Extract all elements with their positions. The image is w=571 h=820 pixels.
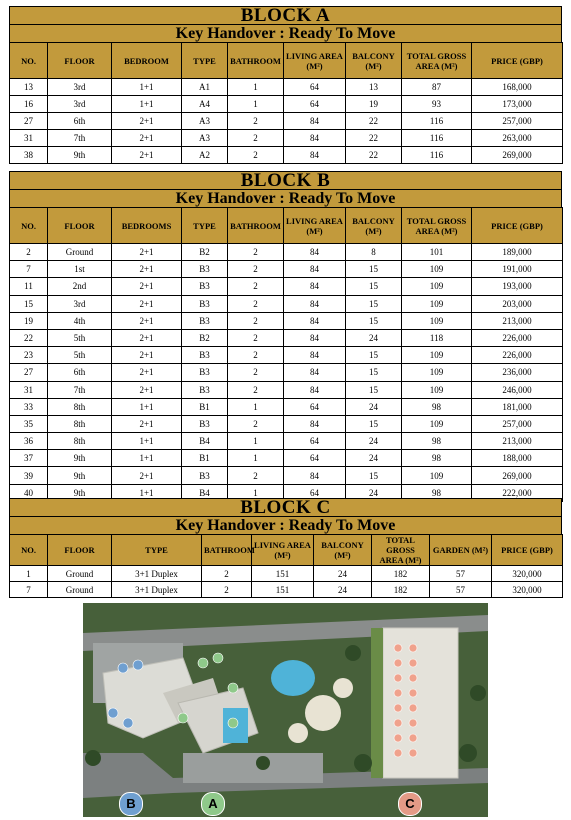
block-b-column-header: NO.	[10, 208, 48, 244]
table-cell: 22	[10, 329, 48, 346]
table-cell: 7	[10, 261, 48, 278]
block-c-column-header: TOTAL GROSS AREA (M²)	[372, 535, 430, 566]
table-cell: B3	[182, 467, 228, 484]
block-b-subtitle: Key Handover : Ready To Move	[10, 189, 561, 207]
table-cell: 3rd	[48, 295, 112, 312]
block-c-column-header: BALCONY (M²)	[314, 535, 372, 566]
block-b-body	[10, 244, 563, 502]
block-c-title: BLOCK C	[240, 497, 331, 518]
table-row	[10, 381, 563, 398]
block-c-column-header: BATHROOM	[202, 535, 252, 566]
table-cell: B3	[182, 278, 228, 295]
table-cell: 2	[228, 364, 284, 381]
table-cell: 118	[402, 329, 472, 346]
block-a-column-header: TOTAL GROSS AREA (M²)	[402, 43, 472, 79]
table-cell: 64	[284, 484, 346, 501]
table-cell: 84	[284, 295, 346, 312]
table-cell: B3	[182, 364, 228, 381]
table-cell: 2+1	[112, 130, 182, 147]
table-cell: 31	[10, 381, 48, 398]
table-cell: 24	[346, 398, 402, 415]
table-row	[10, 364, 563, 381]
table-cell: 257,000	[472, 113, 563, 130]
table-cell: 109	[402, 261, 472, 278]
table-cell: 2	[228, 130, 284, 147]
table-cell: 2+1	[112, 467, 182, 484]
table-cell: 2	[228, 113, 284, 130]
table-row	[10, 582, 563, 598]
table-cell: 1+1	[112, 96, 182, 113]
table-cell: 8	[346, 244, 402, 261]
table-cell: 7th	[48, 381, 112, 398]
table-cell: 9th	[48, 484, 112, 501]
table-cell: 64	[284, 79, 346, 96]
table-cell: 2+1	[112, 295, 182, 312]
table-cell: 27	[10, 113, 48, 130]
table-cell: 2	[228, 415, 284, 432]
table-row	[10, 278, 563, 295]
table-cell: 15	[346, 312, 402, 329]
table-cell: 2	[228, 467, 284, 484]
table-cell: B3	[182, 415, 228, 432]
table-cell: 2	[202, 582, 252, 598]
table-cell: 35	[10, 415, 48, 432]
table-cell: 1	[228, 450, 284, 467]
table-cell: 2+1	[112, 244, 182, 261]
table-cell: 57	[430, 582, 492, 598]
table-cell: 33	[10, 398, 48, 415]
table-cell: B4	[182, 484, 228, 501]
table-cell: 2+1	[112, 278, 182, 295]
table-cell: 84	[284, 261, 346, 278]
table-cell: 116	[402, 113, 472, 130]
table-cell: 236,000	[472, 364, 563, 381]
table-row	[10, 130, 563, 147]
table-cell: 84	[284, 130, 346, 147]
table-cell: 109	[402, 381, 472, 398]
table-cell: B3	[182, 295, 228, 312]
block-c-subtitle: Key Handover : Ready To Move	[10, 516, 561, 534]
table-cell: 269,000	[472, 147, 563, 164]
block-a-header	[9, 6, 562, 42]
table-cell: A3	[182, 130, 228, 147]
table-cell: 1	[228, 433, 284, 450]
block-a-column-header: TYPE	[182, 43, 228, 79]
table-cell: 5th	[48, 329, 112, 346]
table-cell: 38	[10, 147, 48, 164]
table-cell: 16	[10, 96, 48, 113]
table-cell: 109	[402, 312, 472, 329]
block-a-column-header: BEDROOM	[112, 43, 182, 79]
table-cell: 22	[346, 147, 402, 164]
table-cell: 84	[284, 415, 346, 432]
table-cell: 1st	[48, 261, 112, 278]
table-cell: 109	[402, 415, 472, 432]
table-cell: 24	[346, 329, 402, 346]
table-row	[10, 312, 563, 329]
table-cell: 36	[10, 433, 48, 450]
table-cell: 2	[228, 278, 284, 295]
site-plan-illustration	[83, 603, 488, 817]
table-cell: 6th	[48, 113, 112, 130]
block-c-column-header: TYPE	[112, 535, 202, 566]
table-cell: 2	[202, 566, 252, 582]
table-cell: 168,000	[472, 79, 563, 96]
block-c-column-header: GARDEN (M²)	[430, 535, 492, 566]
table-cell: 15	[346, 467, 402, 484]
table-cell: Ground	[48, 566, 112, 582]
table-cell: 109	[402, 364, 472, 381]
table-cell: 24	[314, 582, 372, 598]
table-cell: 4th	[48, 312, 112, 329]
table-cell: A2	[182, 147, 228, 164]
table-cell: 2+1	[112, 113, 182, 130]
table-cell: 39	[10, 467, 48, 484]
block-a-table	[9, 42, 563, 164]
table-cell: 1+1	[112, 79, 182, 96]
table-cell: B1	[182, 398, 228, 415]
table-cell: 15	[346, 278, 402, 295]
table-cell: 3rd	[48, 79, 112, 96]
block-c-section	[9, 498, 562, 598]
table-cell: 2nd	[48, 278, 112, 295]
table-cell: 2+1	[112, 261, 182, 278]
block-c-header	[9, 498, 562, 534]
table-cell: 13	[346, 79, 402, 96]
table-cell: 87	[402, 79, 472, 96]
table-cell: 24	[346, 450, 402, 467]
table-cell: B1	[182, 450, 228, 467]
table-cell: 226,000	[472, 329, 563, 346]
block-c-table	[9, 534, 563, 598]
block-b-header	[9, 171, 562, 207]
table-cell: 84	[284, 147, 346, 164]
table-cell: 116	[402, 147, 472, 164]
table-cell: 64	[284, 450, 346, 467]
table-cell: 226,000	[472, 347, 563, 364]
table-cell: 8th	[48, 415, 112, 432]
block-b-section	[9, 171, 562, 502]
table-row	[10, 261, 563, 278]
block-c-column-header: LIVING AREA (M²)	[252, 535, 314, 566]
table-cell: 320,000	[492, 582, 563, 598]
table-cell: Ground	[48, 244, 112, 261]
table-cell: 8th	[48, 433, 112, 450]
table-cell: 213,000	[472, 433, 563, 450]
table-cell: 8th	[48, 398, 112, 415]
block-a-body	[10, 79, 563, 164]
table-row	[10, 347, 563, 364]
table-cell: 7	[10, 582, 48, 598]
table-cell: 151	[252, 566, 314, 582]
table-row	[10, 96, 563, 113]
table-cell: 19	[10, 312, 48, 329]
table-row	[10, 566, 563, 582]
table-cell: 1	[228, 484, 284, 501]
block-c-column-header: FLOOR	[48, 535, 112, 566]
table-row	[10, 244, 563, 261]
table-cell: 222,000	[472, 484, 563, 501]
table-cell: 189,000	[472, 244, 563, 261]
table-cell: 64	[284, 398, 346, 415]
table-cell: 40	[10, 484, 48, 501]
table-cell: 269,000	[472, 467, 563, 484]
table-cell: 173,000	[472, 96, 563, 113]
table-row	[10, 450, 563, 467]
block-a-subtitle: Key Handover : Ready To Move	[10, 24, 561, 42]
table-row	[10, 79, 563, 96]
table-cell: A3	[182, 113, 228, 130]
table-cell: 2	[228, 295, 284, 312]
table-cell: 15	[346, 364, 402, 381]
table-cell: 19	[346, 96, 402, 113]
table-row	[10, 295, 563, 312]
table-cell: B3	[182, 381, 228, 398]
table-row	[10, 415, 563, 432]
table-cell: A1	[182, 79, 228, 96]
block-a-column-header: FLOOR	[48, 43, 112, 79]
table-cell: 257,000	[472, 415, 563, 432]
table-cell: 15	[346, 261, 402, 278]
table-cell: 2	[228, 381, 284, 398]
table-cell: 101	[402, 244, 472, 261]
table-cell: 84	[284, 381, 346, 398]
table-cell: 1	[10, 566, 48, 582]
table-cell: 22	[346, 113, 402, 130]
table-cell: B3	[182, 312, 228, 329]
table-row	[10, 398, 563, 415]
table-cell: A4	[182, 96, 228, 113]
table-row	[10, 329, 563, 346]
table-cell: 109	[402, 278, 472, 295]
table-cell: 31	[10, 130, 48, 147]
block-c-column-header: PRICE (GBP)	[492, 535, 563, 566]
block-b-column-header: TYPE	[182, 208, 228, 244]
table-row	[10, 433, 563, 450]
table-cell: B2	[182, 244, 228, 261]
table-cell: 9th	[48, 450, 112, 467]
table-cell: 182	[372, 582, 430, 598]
table-cell: 11	[10, 278, 48, 295]
table-cell: 1+1	[112, 433, 182, 450]
table-cell: 1+1	[112, 398, 182, 415]
table-cell: 27	[10, 364, 48, 381]
table-cell: 98	[402, 450, 472, 467]
table-cell: 1	[228, 398, 284, 415]
table-cell: 15	[346, 415, 402, 432]
table-cell: 116	[402, 130, 472, 147]
table-row	[10, 113, 563, 130]
block-b-column-header: BATHROOM	[228, 208, 284, 244]
block-a-header-row	[10, 43, 563, 79]
block-a-section	[9, 6, 562, 164]
table-cell: B2	[182, 329, 228, 346]
table-cell: 181,000	[472, 398, 563, 415]
table-cell: 2+1	[112, 364, 182, 381]
table-cell: 64	[284, 96, 346, 113]
table-cell: 213,000	[472, 312, 563, 329]
table-row	[10, 147, 563, 164]
table-cell: 23	[10, 347, 48, 364]
table-cell: 320,000	[492, 566, 563, 582]
table-cell: 84	[284, 364, 346, 381]
table-cell: 188,000	[472, 450, 563, 467]
table-cell: 3+1 Duplex	[112, 582, 202, 598]
label-b-badge: B	[119, 792, 143, 816]
table-cell: 84	[284, 329, 346, 346]
table-cell: 64	[284, 433, 346, 450]
table-cell: 2+1	[112, 415, 182, 432]
table-cell: 84	[284, 312, 346, 329]
table-cell: 57	[430, 566, 492, 582]
table-cell: 109	[402, 347, 472, 364]
table-cell: 24	[314, 566, 372, 582]
table-cell: 2	[228, 147, 284, 164]
table-cell: 109	[402, 295, 472, 312]
table-cell: 1	[228, 79, 284, 96]
table-cell: 15	[346, 381, 402, 398]
table-cell: 15	[10, 295, 48, 312]
table-cell: 24	[346, 484, 402, 501]
table-cell: 1+1	[112, 484, 182, 501]
table-cell: 2	[228, 347, 284, 364]
table-cell: 84	[284, 244, 346, 261]
table-cell: 1	[228, 96, 284, 113]
table-cell: 3+1 Duplex	[112, 566, 202, 582]
block-b-column-header: LIVING AREA (M²)	[284, 208, 346, 244]
table-cell: 98	[402, 484, 472, 501]
table-cell: 2	[10, 244, 48, 261]
table-cell: 84	[284, 347, 346, 364]
block-c-column-header: NO.	[10, 535, 48, 566]
table-cell: 2+1	[112, 347, 182, 364]
block-a-column-header: BATHROOM	[228, 43, 284, 79]
table-cell: 13	[10, 79, 48, 96]
block-a-column-header: LIVING AREA (M²)	[284, 43, 346, 79]
table-cell: B3	[182, 347, 228, 364]
table-cell: 2+1	[112, 329, 182, 346]
table-cell: 2+1	[112, 147, 182, 164]
table-cell: 98	[402, 398, 472, 415]
table-cell: 98	[402, 433, 472, 450]
table-cell: 193,000	[472, 278, 563, 295]
table-cell: 3rd	[48, 96, 112, 113]
table-cell: 2	[228, 244, 284, 261]
table-row	[10, 467, 563, 484]
table-cell: 24	[346, 433, 402, 450]
table-cell: 84	[284, 278, 346, 295]
block-b-table	[9, 207, 563, 502]
block-b-column-header: PRICE (GBP)	[472, 208, 563, 244]
label-c-badge: C	[398, 792, 422, 816]
table-cell: 246,000	[472, 381, 563, 398]
table-cell: B4	[182, 433, 228, 450]
table-cell: 6th	[48, 364, 112, 381]
block-a-column-header: PRICE (GBP)	[472, 43, 563, 79]
table-cell: 2	[228, 329, 284, 346]
label-a-badge: A	[201, 792, 225, 816]
table-cell: 9th	[48, 467, 112, 484]
table-cell: 2+1	[112, 381, 182, 398]
table-cell: 151	[252, 582, 314, 598]
table-cell: B3	[182, 261, 228, 278]
block-b-header-row	[10, 208, 563, 244]
block-a-title: BLOCK A	[240, 5, 331, 26]
table-cell: 15	[346, 347, 402, 364]
table-cell: 109	[402, 467, 472, 484]
table-cell: 1+1	[112, 450, 182, 467]
block-c-header-row	[10, 535, 563, 566]
table-cell: 191,000	[472, 261, 563, 278]
table-cell: 84	[284, 467, 346, 484]
block-a-column-header: NO.	[10, 43, 48, 79]
block-b-title: BLOCK B	[240, 170, 331, 191]
table-cell: 22	[346, 130, 402, 147]
table-cell: 2+1	[112, 312, 182, 329]
table-cell: 93	[402, 96, 472, 113]
site-plan-image	[83, 603, 488, 817]
block-c-body	[10, 566, 563, 598]
block-a-column-header: BALCONY (M²)	[346, 43, 402, 79]
block-b-column-header: TOTAL GROSS AREA (M²)	[402, 208, 472, 244]
table-cell: 203,000	[472, 295, 563, 312]
table-cell: Ground	[48, 582, 112, 598]
block-b-column-header: BEDROOMS	[112, 208, 182, 244]
block-b-column-header: BALCONY (M²)	[346, 208, 402, 244]
table-cell: 5th	[48, 347, 112, 364]
table-cell: 15	[346, 295, 402, 312]
table-cell: 84	[284, 113, 346, 130]
table-cell: 37	[10, 450, 48, 467]
table-cell: 2	[228, 261, 284, 278]
table-cell: 9th	[48, 147, 112, 164]
table-cell: 2	[228, 312, 284, 329]
table-cell: 7th	[48, 130, 112, 147]
table-cell: 263,000	[472, 130, 563, 147]
block-b-column-header: FLOOR	[48, 208, 112, 244]
table-cell: 182	[372, 566, 430, 582]
